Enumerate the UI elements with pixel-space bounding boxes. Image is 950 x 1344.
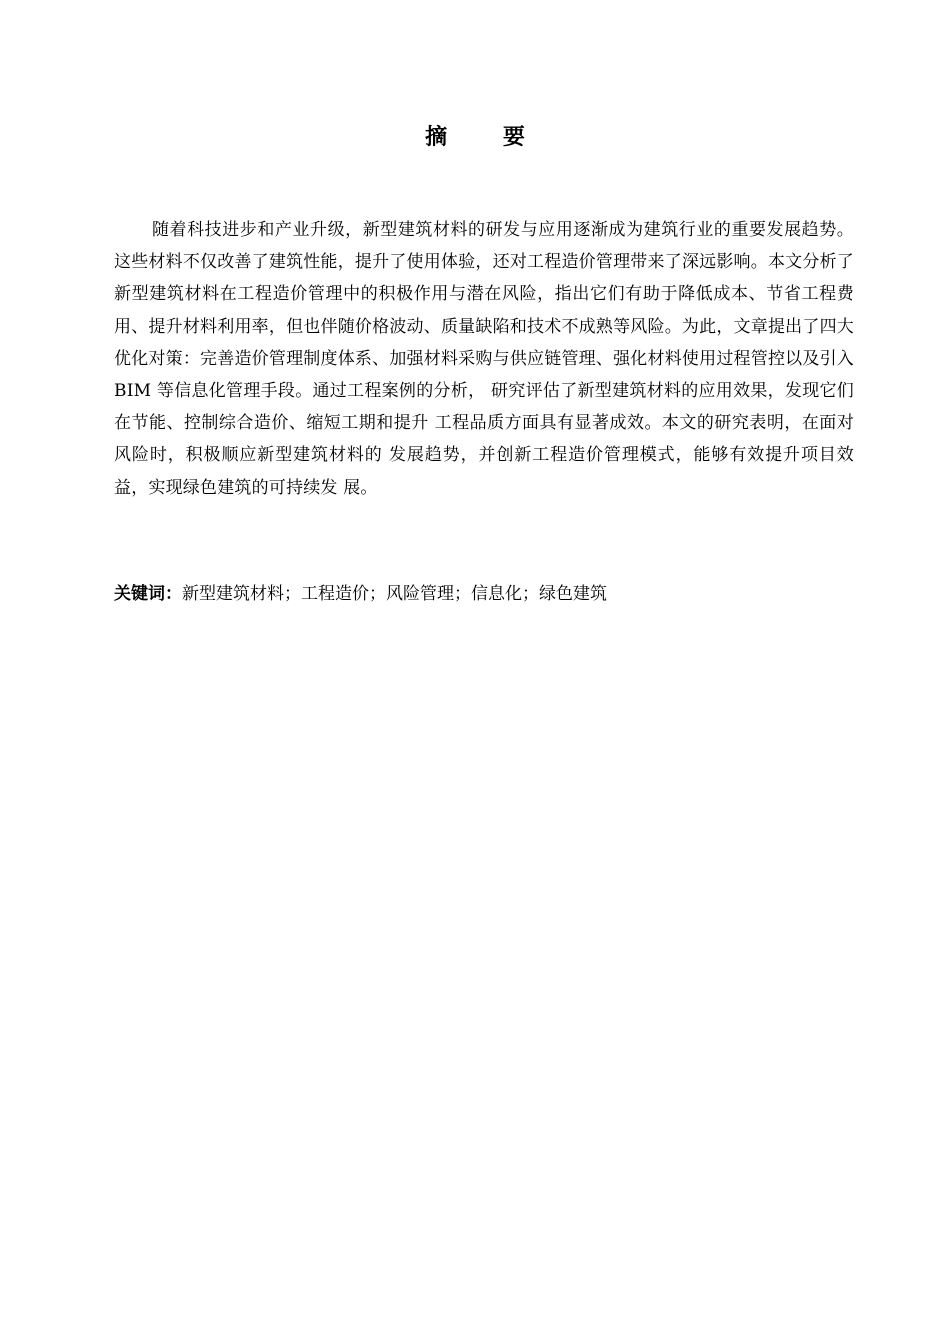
keywords-line <box>114 578 854 610</box>
abstract-body: 随着科技进步和产业升级，新型建筑材料的研发与应用逐渐成为建筑行业的重要发展趋势。这些材料不仅改善了建筑性能，提升了使用体验，还对工程造价管理带来了深远影响。本文分析了新型建筑材料在工程造价管理中的积极作用与潜在风险，指出它们有助于降低成本、节省工程费用、提升材料利用率，但也伴随价格波动、质量缺陷和技术不成熟等风险。为此，文章提出了四大优化对策：完善造价管理制度体系、加强材料采购与供应链管理、强化材料使用过程管控以及引入 BIM 等信息化管理手段。通过工程案例的分析， 研究评估了新型建筑材料的应用效果，发现它们在节能、控制综合造价、缩短工期和提升 工程品质方面具有显著成效。本文的研究表明，在面对风险时，积极顺应新型建筑材料的 发展趋势，并创新工程造价管理模式，能够有效提升项目效益，实现绿色建筑的可持续发 展。 <box>114 220 854 498</box>
keywords-list: 新型建筑材料；工程造价；风险管理；信息化；绿色建筑 <box>182 584 607 604</box>
keywords-label: 关键词： <box>114 584 182 604</box>
abstract-title: 摘 要 <box>425 125 549 150</box>
